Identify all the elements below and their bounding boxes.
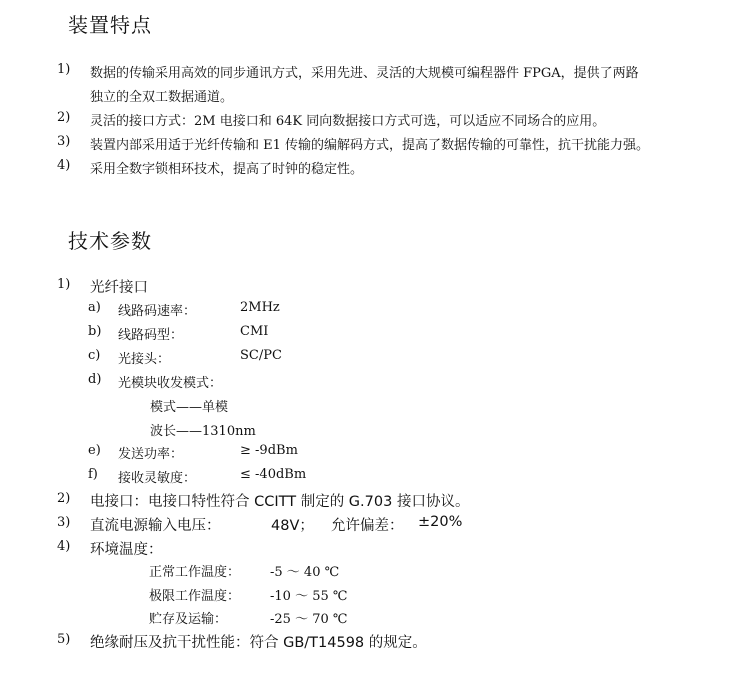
feature-1-text: 数据的传输采用高效的同步通讯方式，采用先进、灵活的大规模可编程器件 FPGA，提供了两路 [90, 66, 639, 81]
environment-temperature-title: 环境温度： [90, 542, 163, 558]
fiber-d-label: 光模块收发模式： [118, 376, 223, 391]
fiber-wavelength: 波长——1310nm [150, 424, 256, 439]
fiber-e-label: 发送功率： [118, 447, 184, 462]
feature-3-number: 3) [57, 134, 71, 149]
fiber-f-label: 接收灵敏度： [118, 471, 197, 486]
fiber-c-label: 光接头： [118, 352, 171, 367]
fiber-d-letter: d) [88, 372, 102, 387]
fiber-e-value: ≥ -9dBm [240, 443, 298, 458]
spec-4-number: 4) [57, 539, 71, 554]
spec-2-number: 2) [57, 491, 71, 506]
electric-interface-text: 电接口：电接口特性符合 CCITT 制定的 G.703 接口协议。 [90, 494, 470, 510]
fiber-c-value: SC/PC [240, 348, 282, 363]
fiber-a-label: 线路码速率： [118, 304, 197, 319]
feature-2-number: 2) [57, 110, 71, 125]
fiber-e-letter: e) [88, 443, 101, 458]
features-heading: 装置特点 [68, 13, 152, 37]
feature-3-text: 装置内部采用适于光纤传输和 E1 传输的编解码方式，提高了数据传输的可靠性，抗干扰能力强。 [90, 138, 650, 153]
power-voltage-value: 48V； [271, 518, 314, 534]
fiber-c-letter: c) [88, 348, 101, 363]
power-tolerance-label: 允许偏差： [331, 518, 404, 534]
temp-limit-value: -10 ～ 55 ℃ [270, 589, 348, 604]
fiber-a-value: 2MHz [240, 300, 280, 315]
fiber-mode: 模式——单模 [150, 400, 229, 415]
spec-3-number: 3) [57, 515, 71, 530]
feature-4-number: 4) [57, 158, 71, 173]
fiber-a-letter: a) [88, 300, 101, 315]
temp-storage-label: 贮存及运输： [149, 612, 228, 627]
fiber-b-letter: b) [88, 324, 102, 339]
insulation-text: 绝缘耐压及抗干扰性能：符合 GB/T14598 的规定。 [90, 635, 427, 651]
fiber-f-value: ≤ -40dBm [240, 467, 307, 482]
temp-limit-label: 极限工作温度： [149, 589, 241, 604]
temp-normal-label: 正常工作温度： [149, 565, 241, 580]
fiber-interface-title: 光纤接口 [90, 280, 148, 296]
feature-4-text: 采用全数字锁相环技术，提高了时钟的稳定性。 [90, 162, 364, 177]
temp-storage-value: -25 ～ 70 ℃ [270, 612, 348, 627]
power-tolerance-value: ±20% [418, 514, 463, 530]
spec-5-number: 5) [57, 632, 71, 647]
spec-1-number: 1) [57, 277, 71, 292]
feature-1-text-cont: 独立的全双工数据通道。 [90, 90, 234, 105]
specs-heading: 技术参数 [68, 229, 152, 253]
feature-1-number: 1) [57, 62, 71, 77]
fiber-b-label: 线路码型： [118, 328, 184, 343]
temp-normal-value: -5 ～ 40 ℃ [270, 565, 340, 580]
power-voltage-label: 直流电源输入电压： [90, 518, 221, 534]
fiber-b-value: CMI [240, 324, 269, 339]
feature-2-text: 灵活的接口方式：2M 电接口和 64K 同向数据接口方式可选，可以适应不同场合的应用。 [90, 114, 606, 129]
fiber-f-letter: f) [88, 467, 98, 482]
